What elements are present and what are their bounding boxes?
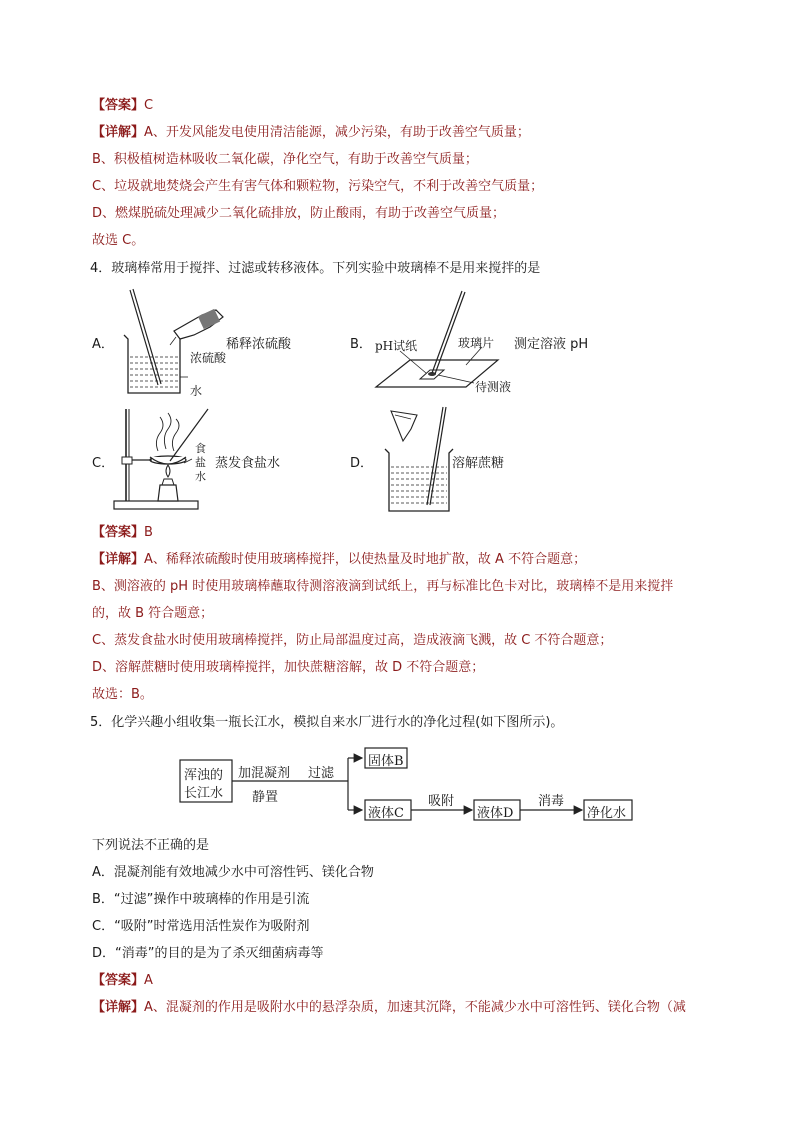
detail-tag: 【详解】 (92, 125, 145, 140)
label-salt-3: 水 (195, 470, 206, 483)
q5-choice-c: C．“吸附”时常选用活性炭作为吸附剂 (92, 919, 310, 934)
label-test-liquid: 待测液 (475, 380, 512, 394)
flow-step-adsorb: 吸附 (428, 794, 455, 809)
label-salt-1: 食 (195, 442, 206, 455)
flow-step-disinfect: 消毒 (538, 794, 565, 809)
q3-detail-line-3: C、垃圾就地焚烧会产生有害气体和颗粒物，污染空气，不利于改善空气质量； (92, 179, 544, 194)
detail-text: A、稀释浓硫酸时使用玻璃棒搅拌，以使热量及时地扩散，故 A 不符合题意； (144, 552, 587, 567)
q4-option-d-caption: 溶解蔗糖 (452, 456, 505, 471)
q4-detail-line-4: C、蒸发食盐水时使用玻璃棒搅拌，防止局部温度过高，造成液滴飞溅，故 C 不符合题意； (92, 633, 613, 648)
q4-option-b-caption: 测定溶液 pH (514, 337, 589, 352)
q4-conclusion: 故选：B。 (92, 687, 153, 702)
label-salt-2: 盐 (195, 456, 206, 469)
flow-solid-b: 固体B (368, 754, 404, 769)
q4-detail-line-5: D、溶解蔗糖时使用玻璃棒搅拌，加快蔗糖溶解，故 D 不符合题意； (92, 660, 485, 675)
q4-answer-line (92, 524, 153, 542)
label-water: 水 (190, 384, 203, 398)
q4-option-d-letter: D． (350, 456, 374, 471)
flow-start-line2: 长江水 (184, 786, 224, 801)
label-concentrated-acid: 浓硫酸 (190, 351, 227, 365)
q5-choice-a: A．混凝剂能有效地减少水中可溶性钙、镁化合物 (92, 865, 374, 880)
flow-step-settle: 静置 (252, 790, 279, 805)
q3-detail-line-1 (92, 124, 530, 142)
detail-tag: 【详解】 (92, 552, 145, 567)
q5-answer-line (92, 972, 153, 990)
flow-step-coagulant: 加混凝剂 (238, 766, 291, 781)
q4-detail-line-1 (92, 551, 586, 569)
q4-detail-line-3: 的，故 B 符合题意； (92, 606, 214, 621)
answer-value: B (144, 525, 153, 540)
answer-tag: 【答案】 (92, 973, 145, 988)
label-glass-plate: 玻璃片 (458, 336, 495, 350)
flow-liquid-d: 液体D (477, 806, 514, 821)
q5-prompt: 下列说法不正确的是 (92, 838, 210, 853)
q4-option-c-caption: 蒸发食盐水 (215, 456, 281, 471)
flow-step-filter: 过滤 (308, 766, 335, 781)
q3-answer-line (92, 97, 153, 115)
q3-detail-line-2: B、积极植树造林吸收二氧化碳，净化空气，有助于改善空气质量； (92, 152, 478, 167)
q4-option-a-caption: 稀释浓硫酸 (226, 337, 292, 352)
q5-choice-b: B．“过滤”操作中玻璃棒的作用是引流 (92, 892, 310, 907)
q4-option-b-letter: B． (350, 337, 372, 352)
detail-tag: 【详解】 (92, 1000, 145, 1015)
answer-tag: 【答案】 (92, 98, 145, 113)
answer-value: A (144, 973, 153, 988)
flow-liquid-c: 液体C (368, 806, 404, 821)
water-purification-flowchart (160, 740, 660, 830)
answer-tag: 【答案】 (92, 525, 145, 540)
detail-text: A、混凝剂的作用是吸附水中的悬浮杂质，加速其沉降，不能减少水中可溶性钙、镁化合物（减 (144, 1000, 686, 1015)
q3-detail-line-4: D、燃煤脱硫处理减少二氧化硫排放，防止酸雨，有助于改善空气质量； (92, 206, 506, 221)
q5-choice-d: D．“消毒”的目的是为了杀灭细菌病毒等 (92, 946, 324, 961)
label-ph-paper: pH试纸 (375, 339, 418, 353)
q4-detail-line-2: B、测溶液的 pH 时使用玻璃棒蘸取待测溶液滴到试纸上，再与标准比色卡对比，玻璃棒不是用来搅拌 (92, 579, 674, 594)
detail-text: A、开发风能发电使用清洁能源，减少污染，有助于改善空气质量； (144, 125, 530, 140)
answer-value: C (144, 98, 154, 113)
q4-option-a-letter: A． (92, 337, 114, 352)
q4-stem: 4．玻璃棒常用于搅拌、过滤或转移液体。下列实验中玻璃棒不是用来搅拌的是 (90, 261, 541, 276)
flow-start-line1: 浑浊的 (184, 768, 224, 783)
q4-option-c-letter: C． (92, 456, 115, 471)
flow-purified-water: 净化水 (587, 806, 627, 821)
q3-conclusion: 故选 C。 (92, 233, 145, 248)
q5-detail-line-1 (92, 999, 686, 1017)
dilute-sulfuric-acid-figure (118, 285, 238, 400)
q5-stem: 5．化学兴趣小组收集一瓶长江水，模拟自来水厂进行水的净化过程(如下图所示)。 (90, 715, 564, 730)
